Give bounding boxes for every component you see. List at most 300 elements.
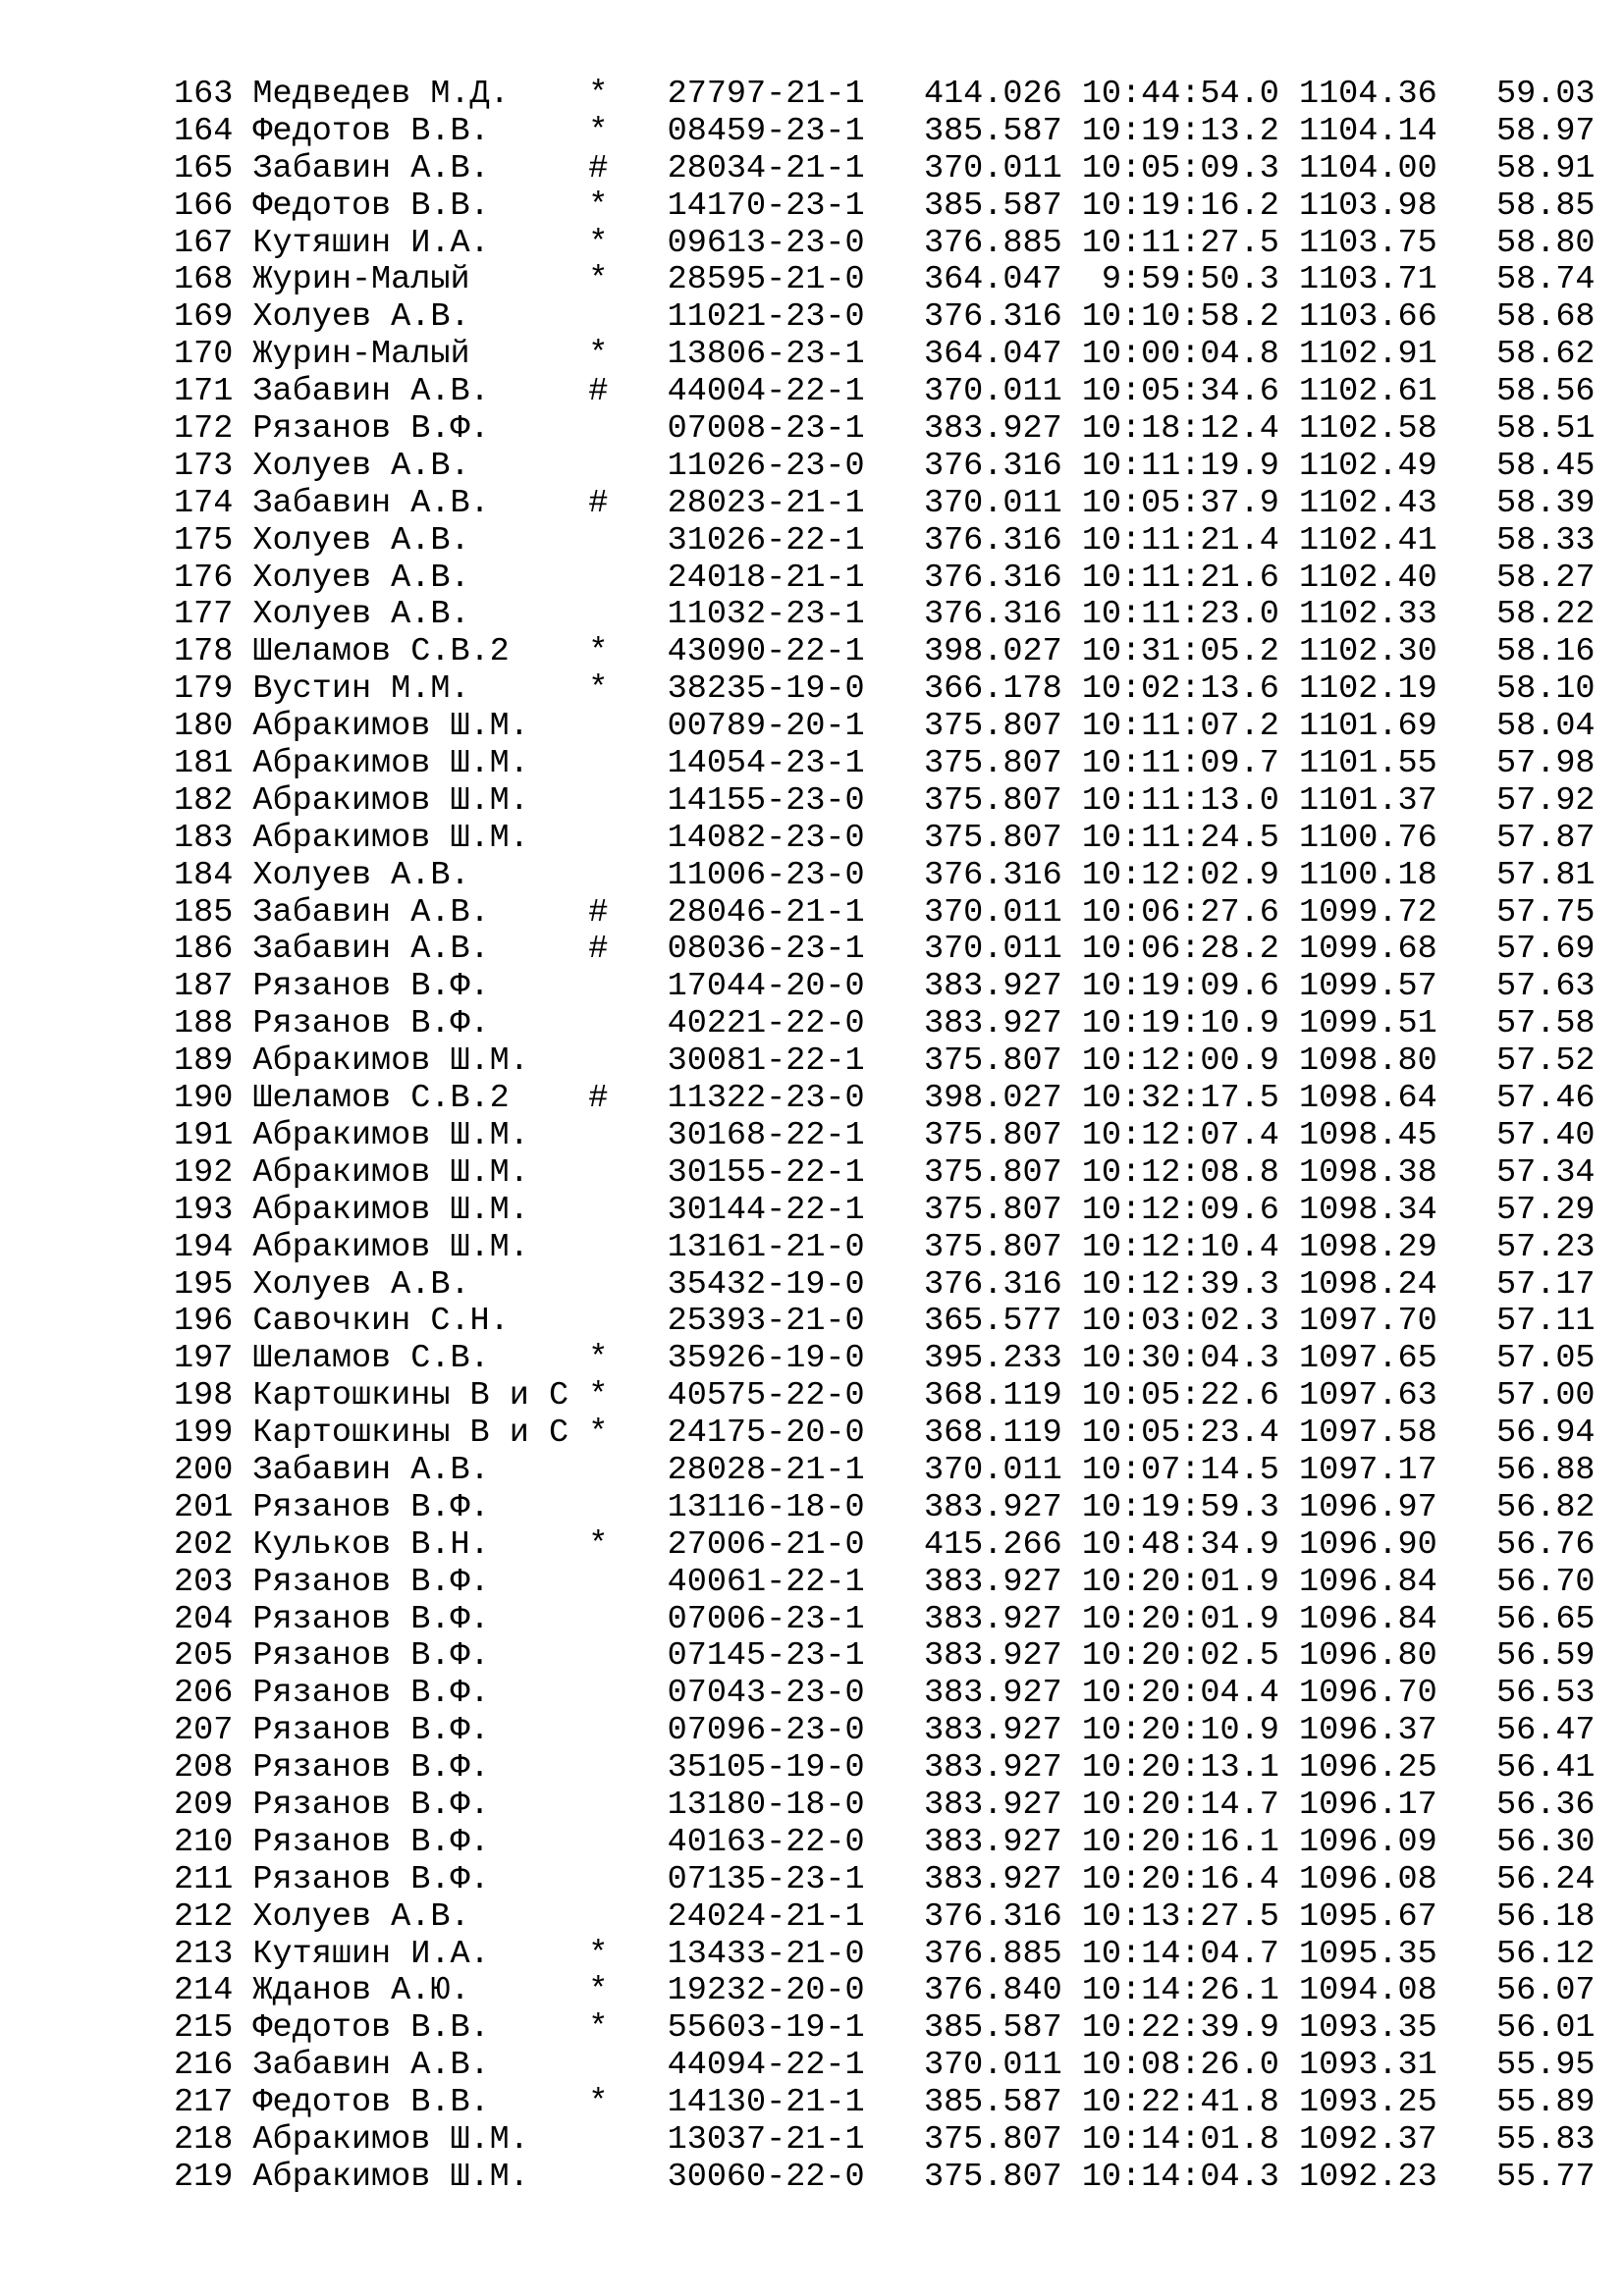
column-gap <box>608 261 667 298</box>
row-distance: 385.587 <box>923 2084 1062 2122</box>
row-position: 173 <box>174 447 234 485</box>
row-fancier: Абракимов Ш.М. <box>252 1116 569 1154</box>
row-ring: 07008-23-1 <box>667 410 865 449</box>
row-speed: 1102.33 <box>1298 596 1437 634</box>
column-gap <box>865 1192 924 1229</box>
row-fancier: Шеламов С.В. <box>252 1340 569 1378</box>
row-position: 163 <box>174 76 234 113</box>
column-gap <box>1437 560 1496 597</box>
row-speed: 1096.97 <box>1298 1488 1437 1526</box>
row-mark: * <box>588 2009 609 2048</box>
row-points: 57.17 <box>1496 1265 1596 1304</box>
column-gap <box>608 2009 667 2047</box>
row-fancier: Рязанов В.Ф. <box>252 1712 569 1750</box>
column-gap <box>568 1042 588 1080</box>
row-mark <box>588 1154 608 1192</box>
column-gap <box>608 522 667 560</box>
column-gap <box>1062 2047 1082 2084</box>
row-position: 217 <box>174 2084 234 2122</box>
table-row <box>174 1341 1596 1378</box>
row-position: 185 <box>174 893 234 932</box>
row-distance: 375.807 <box>923 1153 1062 1192</box>
column-gap <box>568 670 588 708</box>
row-time: 10:06:28.2 <box>1081 931 1279 969</box>
column-gap <box>233 2159 252 2196</box>
column-gap <box>1437 1861 1496 1898</box>
row-distance: 364.047 <box>923 336 1062 374</box>
row-fancier: Федотов В.В. <box>252 2009 569 2048</box>
row-position: 208 <box>174 1749 234 1788</box>
row-speed: 1101.69 <box>1298 708 1437 746</box>
row-ring: 08459-23-1 <box>667 112 865 150</box>
row-ring: 35105-19-0 <box>667 1749 865 1788</box>
column-gap <box>568 2084 588 2121</box>
row-ring: 27006-21-0 <box>667 1525 865 1564</box>
row-fancier: Федотов В.В. <box>252 187 569 225</box>
column-gap <box>233 1787 252 1824</box>
column-gap <box>1279 1266 1299 1304</box>
column-gap <box>568 225 588 262</box>
row-speed: 1097.65 <box>1298 1340 1437 1378</box>
row-time: 10:11:24.5 <box>1081 819 1279 857</box>
column-gap <box>865 1526 924 1564</box>
row-distance: 364.047 <box>923 261 1062 299</box>
column-gap <box>233 1080 252 1117</box>
column-gap <box>865 1266 924 1304</box>
column-gap <box>608 1042 667 1080</box>
row-distance: 385.587 <box>923 112 1062 150</box>
column-gap <box>233 1861 252 1898</box>
row-fancier: Холуев А.В. <box>252 1897 569 1936</box>
column-gap <box>568 1712 588 1749</box>
column-gap <box>568 187 588 225</box>
column-gap <box>1437 670 1496 708</box>
row-speed: 1100.76 <box>1298 819 1437 857</box>
column-gap <box>608 1080 667 1117</box>
row-ring: 07145-23-1 <box>667 1637 865 1676</box>
row-distance: 375.807 <box>923 1228 1062 1266</box>
row-speed: 1102.49 <box>1298 447 1437 485</box>
row-position: 165 <box>174 149 234 187</box>
column-gap <box>1437 633 1496 670</box>
results-table <box>174 77 1596 2197</box>
column-gap <box>1279 1972 1299 2009</box>
column-gap <box>608 670 667 708</box>
row-points: 58.91 <box>1496 149 1596 187</box>
column-gap <box>608 485 667 522</box>
row-ring: 07043-23-0 <box>667 1675 865 1713</box>
column-gap <box>1279 1861 1299 1898</box>
column-gap <box>608 373 667 410</box>
row-distance: 370.011 <box>923 373 1062 411</box>
row-distance: 370.011 <box>923 484 1062 522</box>
row-time: 10:20:10.9 <box>1081 1712 1279 1750</box>
column-gap <box>608 596 667 633</box>
row-points: 58.33 <box>1496 521 1596 560</box>
row-mark <box>588 2047 608 2084</box>
column-gap <box>865 2084 924 2121</box>
row-time: 10:44:54.0 <box>1081 76 1279 113</box>
column-gap <box>568 857 588 894</box>
row-mark <box>588 708 608 745</box>
column-gap <box>1279 76 1299 113</box>
row-points: 58.51 <box>1496 410 1596 449</box>
row-fancier: Абракимов Ш.М. <box>252 1042 569 1081</box>
column-gap <box>1062 1415 1082 1452</box>
column-gap <box>1437 2047 1496 2084</box>
row-speed: 1098.38 <box>1298 1153 1437 1192</box>
column-gap <box>1279 1489 1299 1526</box>
column-gap <box>568 1266 588 1304</box>
row-ring: 11006-23-0 <box>667 856 865 894</box>
row-points: 57.87 <box>1496 819 1596 857</box>
column-gap <box>233 113 252 150</box>
row-points: 56.41 <box>1496 1749 1596 1788</box>
column-gap <box>1062 2084 1082 2121</box>
column-gap <box>233 931 252 968</box>
row-speed: 1102.91 <box>1298 336 1437 374</box>
row-points: 57.81 <box>1496 856 1596 894</box>
row-speed: 1097.17 <box>1298 1451 1437 1489</box>
row-time: 10:12:10.4 <box>1081 1228 1279 1266</box>
row-ring: 44004-22-1 <box>667 373 865 411</box>
column-gap <box>865 1564 924 1601</box>
row-points: 59.03 <box>1496 76 1596 113</box>
row-time: 10:11:27.5 <box>1081 224 1279 262</box>
column-gap <box>568 373 588 410</box>
column-gap <box>865 1637 924 1675</box>
column-gap <box>1279 633 1299 670</box>
column-gap <box>865 596 924 633</box>
row-fancier: Холуев А.В. <box>252 521 569 560</box>
row-time: 10:19:13.2 <box>1081 112 1279 150</box>
row-time: 10:20:01.9 <box>1081 1563 1279 1601</box>
column-gap <box>608 1601 667 1638</box>
row-position: 167 <box>174 224 234 262</box>
row-distance: 376.885 <box>923 1935 1062 1973</box>
column-gap <box>608 894 667 932</box>
row-ring: 14130-21-1 <box>667 2084 865 2122</box>
row-fancier: Рязанов В.Ф. <box>252 968 569 1006</box>
column-gap <box>608 1415 667 1452</box>
column-gap <box>233 1898 252 1936</box>
row-fancier: Журин-Малый <box>252 336 569 374</box>
row-mark: * <box>588 670 609 709</box>
column-gap <box>1279 1824 1299 1861</box>
row-speed: 1099.57 <box>1298 968 1437 1006</box>
column-gap <box>1279 1154 1299 1192</box>
column-gap <box>1437 1042 1496 1080</box>
row-time: 10:20:02.5 <box>1081 1637 1279 1676</box>
row-mark <box>588 2121 608 2159</box>
row-time: 10:03:02.3 <box>1081 1303 1279 1341</box>
column-gap <box>1279 2084 1299 2121</box>
column-gap <box>608 857 667 894</box>
column-gap <box>865 560 924 597</box>
column-gap <box>1279 782 1299 820</box>
row-position: 181 <box>174 745 234 783</box>
column-gap <box>568 2009 588 2047</box>
row-time: 10:12:02.9 <box>1081 856 1279 894</box>
table-row <box>174 561 1596 598</box>
row-distance: 383.927 <box>923 1712 1062 1750</box>
column-gap <box>568 782 588 820</box>
row-ring: 24024-21-1 <box>667 1897 865 1936</box>
column-gap <box>568 708 588 745</box>
row-position: 219 <box>174 2158 234 2196</box>
row-time: 10:14:26.1 <box>1081 1972 1279 2010</box>
row-mark <box>588 1452 608 1489</box>
column-gap <box>568 1749 588 1787</box>
column-gap <box>1437 448 1496 485</box>
column-gap <box>233 1340 252 1377</box>
column-gap <box>568 113 588 150</box>
table-row <box>174 597 1596 634</box>
table-row <box>174 1825 1596 1862</box>
column-gap <box>568 1415 588 1452</box>
column-gap <box>608 1861 667 1898</box>
row-position: 193 <box>174 1191 234 1229</box>
column-gap <box>1062 373 1082 410</box>
row-speed: 1102.58 <box>1298 410 1437 449</box>
column-gap <box>1437 1564 1496 1601</box>
column-gap <box>1279 820 1299 857</box>
column-gap <box>568 336 588 373</box>
column-gap <box>233 1266 252 1304</box>
row-mark: * <box>588 187 609 225</box>
row-distance: 375.807 <box>923 1042 1062 1081</box>
row-points: 55.95 <box>1496 2047 1596 2085</box>
row-fancier: Рязанов В.Ф. <box>252 1005 569 1043</box>
column-gap <box>1062 1080 1082 1117</box>
column-gap <box>568 1675 588 1712</box>
row-fancier: Медведев М.Д. <box>252 76 569 113</box>
row-points: 56.94 <box>1496 1415 1596 1453</box>
row-ring: 40061-22-1 <box>667 1563 865 1601</box>
row-mark <box>588 1787 608 1824</box>
row-position: 182 <box>174 781 234 820</box>
column-gap <box>1279 708 1299 745</box>
row-speed: 1096.25 <box>1298 1749 1437 1788</box>
column-gap <box>608 1005 667 1042</box>
column-gap <box>865 113 924 150</box>
row-distance: 398.027 <box>923 633 1062 671</box>
row-distance: 383.927 <box>923 1675 1062 1713</box>
row-mark <box>588 1898 608 1936</box>
row-speed: 1097.58 <box>1298 1415 1437 1453</box>
column-gap <box>1279 931 1299 968</box>
row-points: 56.30 <box>1496 1823 1596 1861</box>
column-gap <box>568 1080 588 1117</box>
column-gap <box>608 1936 667 1973</box>
column-gap <box>568 2159 588 2196</box>
row-speed: 1102.43 <box>1298 484 1437 522</box>
column-gap <box>865 1824 924 1861</box>
row-mark: * <box>588 633 609 671</box>
row-fancier: Абракимов Ш.М. <box>252 2158 569 2196</box>
column-gap <box>1062 261 1082 298</box>
column-gap <box>1437 298 1496 336</box>
column-gap <box>1279 1749 1299 1787</box>
column-gap <box>233 1117 252 1154</box>
row-speed: 1104.36 <box>1298 76 1437 113</box>
column-gap <box>1062 410 1082 448</box>
row-speed: 1098.29 <box>1298 1228 1437 1266</box>
column-gap <box>1437 894 1496 932</box>
row-time: 10:20:04.4 <box>1081 1675 1279 1713</box>
row-points: 56.47 <box>1496 1712 1596 1750</box>
column-gap <box>1062 113 1082 150</box>
row-time: 10:22:39.9 <box>1081 2009 1279 2048</box>
row-mark: # <box>588 149 609 187</box>
column-gap <box>568 410 588 448</box>
table-row <box>174 1118 1596 1155</box>
column-gap <box>1279 2009 1299 2047</box>
row-points: 58.80 <box>1496 224 1596 262</box>
row-position: 164 <box>174 112 234 150</box>
row-time: 10:20:01.9 <box>1081 1600 1279 1638</box>
column-gap <box>1062 187 1082 225</box>
row-points: 58.10 <box>1496 670 1596 709</box>
column-gap <box>568 633 588 670</box>
row-fancier: Забавин А.В. <box>252 1451 569 1489</box>
row-position: 212 <box>174 1897 234 1936</box>
row-fancier: Картошкины В и С <box>252 1415 569 1453</box>
column-gap <box>233 1526 252 1564</box>
column-gap <box>233 410 252 448</box>
row-distance: 376.316 <box>923 1265 1062 1304</box>
row-mark <box>588 1824 608 1861</box>
row-ring: 07135-23-1 <box>667 1860 865 1898</box>
column-gap <box>1062 2159 1082 2196</box>
table-row <box>174 374 1596 411</box>
column-gap <box>1437 485 1496 522</box>
column-gap <box>608 336 667 373</box>
row-position: 188 <box>174 1005 234 1043</box>
column-gap <box>1437 1229 1496 1266</box>
column-gap <box>608 820 667 857</box>
column-gap <box>233 1675 252 1712</box>
row-speed: 1094.08 <box>1298 1972 1437 2010</box>
row-ring: 13180-18-0 <box>667 1786 865 1824</box>
column-gap <box>1279 968 1299 1005</box>
row-fancier: Рязанов В.Ф. <box>252 1488 569 1526</box>
row-fancier: Абракимов Ш.М. <box>252 2120 569 2159</box>
table-row <box>174 151 1596 188</box>
row-time: 10:22:41.8 <box>1081 2084 1279 2122</box>
column-gap <box>1437 596 1496 633</box>
column-gap <box>1437 261 1496 298</box>
row-time: 10:14:04.3 <box>1081 2158 1279 2196</box>
row-mark <box>588 448 608 485</box>
column-gap <box>1437 1489 1496 1526</box>
row-distance: 415.266 <box>923 1525 1062 1564</box>
column-gap <box>1062 1675 1082 1712</box>
column-gap <box>608 1564 667 1601</box>
column-gap <box>1437 150 1496 187</box>
row-speed: 1104.00 <box>1298 149 1437 187</box>
row-mark <box>588 2159 608 2196</box>
column-gap <box>1279 596 1299 633</box>
row-time: 10:12:08.8 <box>1081 1153 1279 1192</box>
row-fancier: Забавин А.В. <box>252 2047 569 2085</box>
column-gap <box>608 1712 667 1749</box>
row-speed: 1093.25 <box>1298 2084 1437 2122</box>
row-speed: 1102.40 <box>1298 559 1437 597</box>
column-gap <box>1279 1080 1299 1117</box>
column-gap <box>1279 1340 1299 1377</box>
row-position: 202 <box>174 1525 234 1564</box>
row-position: 199 <box>174 1415 234 1453</box>
column-gap <box>608 1229 667 1266</box>
row-distance: 375.807 <box>923 2120 1062 2159</box>
column-gap <box>865 187 924 225</box>
column-gap <box>1279 150 1299 187</box>
column-gap <box>1437 2084 1496 2121</box>
column-gap <box>1279 1637 1299 1675</box>
row-distance: 376.316 <box>923 559 1062 597</box>
column-gap <box>233 150 252 187</box>
table-row <box>174 337 1596 374</box>
row-fancier: Рязанов В.Ф. <box>252 1600 569 1638</box>
row-speed: 1096.09 <box>1298 1823 1437 1861</box>
column-gap <box>1437 968 1496 1005</box>
column-gap <box>1437 1452 1496 1489</box>
column-gap <box>1279 894 1299 932</box>
column-gap <box>1062 76 1082 113</box>
column-gap <box>568 2121 588 2159</box>
column-gap <box>865 2047 924 2084</box>
column-gap <box>233 670 252 708</box>
row-mark: * <box>588 1415 609 1453</box>
column-gap <box>233 1042 252 1080</box>
row-ring: 19232-20-0 <box>667 1972 865 2010</box>
row-distance: 375.807 <box>923 708 1062 746</box>
column-gap <box>1437 1749 1496 1787</box>
column-gap <box>233 1377 252 1415</box>
row-time: 10:11:19.9 <box>1081 447 1279 485</box>
row-speed: 1096.90 <box>1298 1525 1437 1564</box>
row-time: 10:08:26.0 <box>1081 2047 1279 2085</box>
column-gap <box>865 1303 924 1340</box>
column-gap <box>568 968 588 1005</box>
row-position: 190 <box>174 1080 234 1118</box>
row-mark <box>588 968 608 1005</box>
row-ring: 00789-20-1 <box>667 708 865 746</box>
row-fancier: Абракимов Ш.М. <box>252 781 569 820</box>
column-gap <box>233 560 252 597</box>
row-mark <box>588 1749 608 1787</box>
column-gap <box>608 708 667 745</box>
row-ring: 24175-20-0 <box>667 1415 865 1453</box>
column-gap <box>608 1192 667 1229</box>
row-speed: 1095.67 <box>1298 1897 1437 1936</box>
column-gap <box>233 1452 252 1489</box>
column-gap <box>1062 1898 1082 1936</box>
row-points: 56.76 <box>1496 1525 1596 1564</box>
column-gap <box>1437 336 1496 373</box>
column-gap <box>608 1824 667 1861</box>
column-gap <box>568 1637 588 1675</box>
row-ring: 31026-22-1 <box>667 521 865 560</box>
row-speed: 1103.98 <box>1298 187 1437 225</box>
row-speed: 1097.63 <box>1298 1377 1437 1415</box>
row-ring: 35926-19-0 <box>667 1340 865 1378</box>
row-mark: * <box>588 1377 609 1415</box>
column-gap <box>1062 633 1082 670</box>
row-speed: 1096.80 <box>1298 1637 1437 1676</box>
table-row <box>174 1378 1596 1415</box>
